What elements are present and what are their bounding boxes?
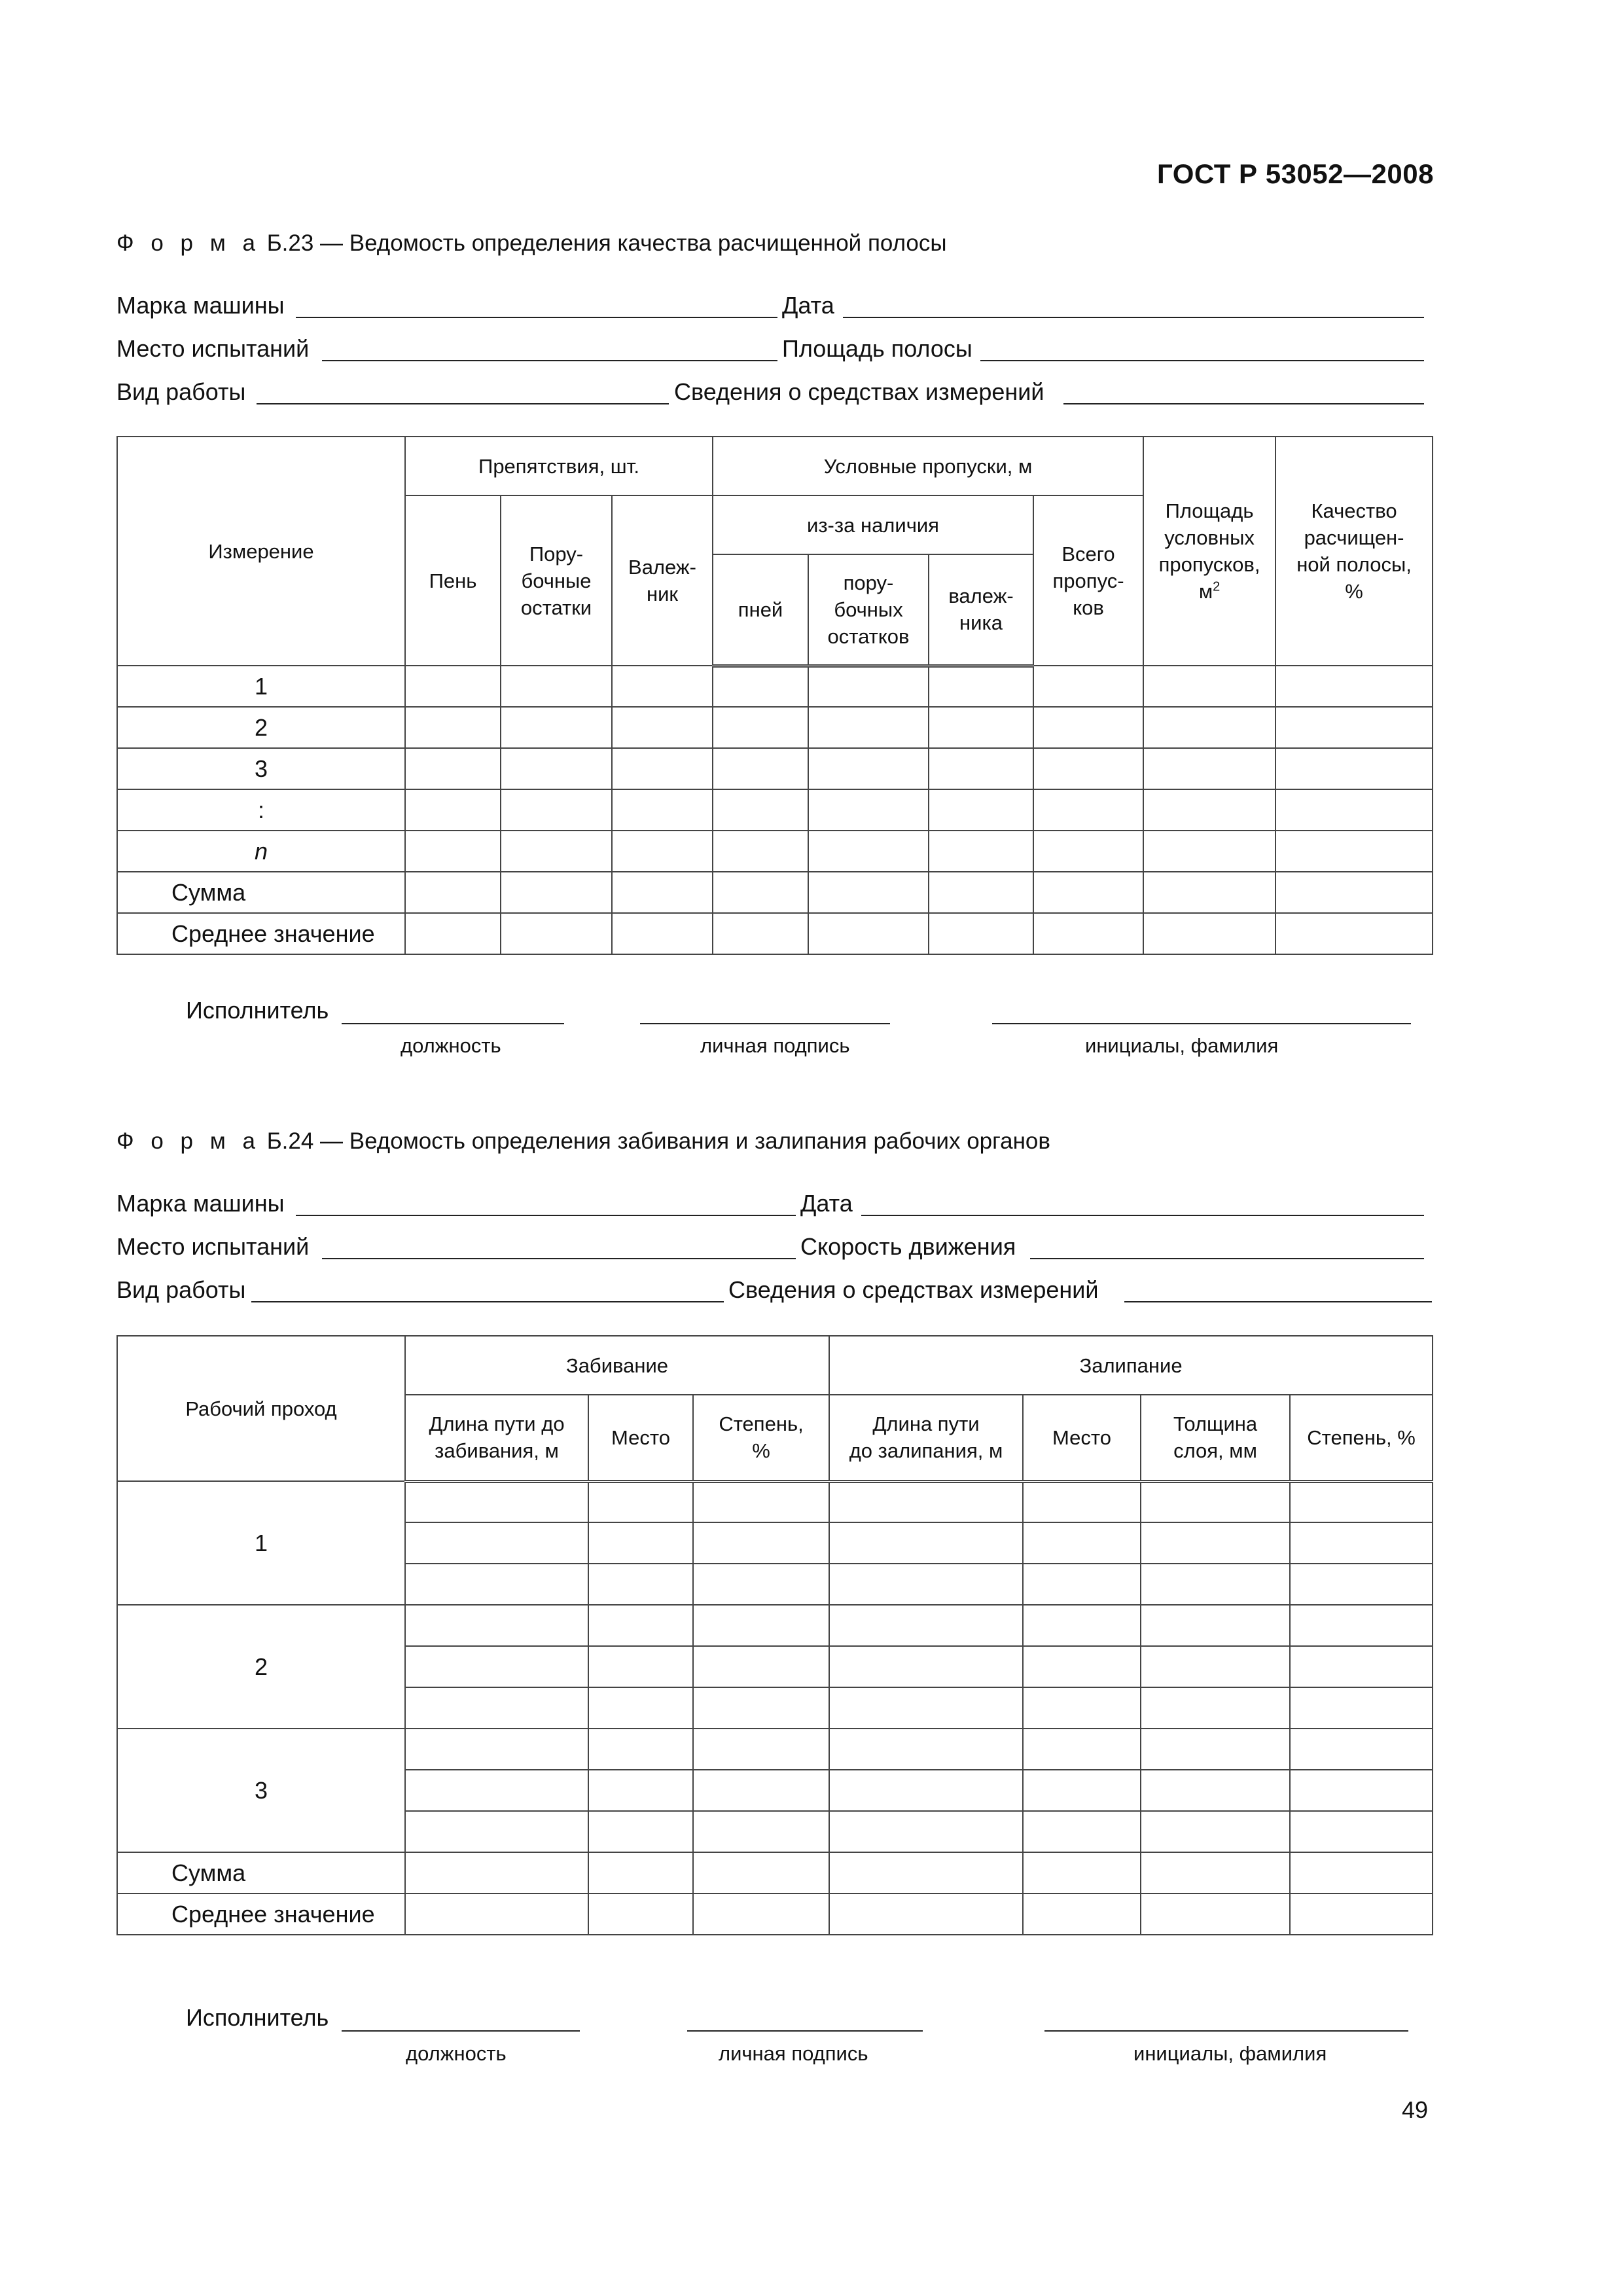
table-cell[interactable] <box>1023 1852 1141 1893</box>
table-cell[interactable] <box>929 666 1033 707</box>
table-cell[interactable] <box>808 666 929 707</box>
table-row <box>117 748 1433 789</box>
table-cell[interactable] <box>588 1729 693 1770</box>
col-header-stick-thickness <box>1141 1395 1290 1481</box>
form-b23-instruments-field[interactable] <box>1063 403 1424 404</box>
table-cell[interactable] <box>693 1687 829 1729</box>
form-b24-name-caption: инициалы, фамилия <box>1133 2042 1327 2065</box>
table-cell[interactable] <box>1023 1646 1141 1687</box>
table-cell[interactable] <box>1141 1687 1290 1729</box>
row-label: 3 <box>117 748 405 789</box>
table-cell[interactable] <box>588 1852 693 1893</box>
table-cell[interactable] <box>693 1564 829 1605</box>
table-cell[interactable] <box>1275 913 1433 954</box>
table-cell[interactable] <box>693 1770 829 1811</box>
col-header-due-to <box>713 495 1033 554</box>
table-cell[interactable] <box>501 789 612 831</box>
table-cell[interactable] <box>713 913 808 954</box>
pass-label: 2 <box>117 1605 405 1729</box>
form-b23-date-field[interactable] <box>843 317 1424 318</box>
form-b23-position-caption: должность <box>401 1034 501 1057</box>
table-cell[interactable] <box>829 1605 1023 1646</box>
form-b24-speed-label: Скорость движения <box>800 1233 1016 1260</box>
form-b24-signature-field[interactable] <box>687 2030 923 2032</box>
col-header-clog-degree-text: Степень, % <box>719 1412 804 1463</box>
form-b23-table <box>116 436 1433 955</box>
col-header-stick-length <box>829 1395 1023 1481</box>
col-header-measure-text: Измерение <box>208 539 314 563</box>
form-b23-area-field[interactable] <box>980 360 1424 361</box>
table-cell[interactable] <box>1275 831 1433 872</box>
table-cell[interactable] <box>612 913 713 954</box>
table-cell[interactable] <box>1143 789 1275 831</box>
col-header-area-gaps-text: Площадь условных пропусков, м <box>1158 499 1260 603</box>
form-b23-place-field[interactable] <box>322 360 777 361</box>
table-cell[interactable] <box>929 789 1033 831</box>
form-b23-place-label: Место испытаний <box>116 335 310 362</box>
table-cell[interactable] <box>1290 1605 1433 1646</box>
table-cell[interactable] <box>588 1522 693 1564</box>
table-cell[interactable] <box>1143 831 1275 872</box>
table-cell[interactable] <box>405 831 501 872</box>
form-b24-machine-label: Марка машины <box>116 1190 285 1217</box>
table-cell[interactable] <box>829 1564 1023 1605</box>
col-header-quality <box>1275 437 1433 666</box>
table-cell[interactable] <box>1275 707 1433 748</box>
col-header-clog-place-text: Место <box>611 1426 670 1449</box>
table-cell[interactable] <box>1141 1605 1290 1646</box>
table-cell[interactable] <box>501 666 612 707</box>
form-b24-instruments-field[interactable] <box>1124 1301 1432 1302</box>
table-cell[interactable] <box>405 1564 588 1605</box>
table-cell[interactable] <box>588 1646 693 1687</box>
table-cell[interactable] <box>1275 666 1433 707</box>
table-cell[interactable] <box>929 707 1033 748</box>
table-cell[interactable] <box>1290 1564 1433 1605</box>
table-cell[interactable] <box>929 872 1033 913</box>
table-cell[interactable] <box>405 666 501 707</box>
col-header-deadwood-gen-text: валеж- ника <box>948 584 1014 635</box>
row-label: : <box>117 789 405 831</box>
table-cell[interactable] <box>693 1605 829 1646</box>
table-cell[interactable] <box>1023 1522 1141 1564</box>
table-cell[interactable] <box>588 1481 693 1522</box>
form-b24-title-prefix: Ф о р м а <box>116 1128 260 1154</box>
col-header-gaps <box>713 437 1143 495</box>
table-cell[interactable] <box>405 748 501 789</box>
row-label: Сумма <box>117 872 405 913</box>
table-cell[interactable] <box>405 1522 588 1564</box>
form-b23-executor-label: Исполнитель <box>186 997 329 1024</box>
table-cell[interactable] <box>1023 1729 1141 1770</box>
row-label: 1 <box>117 666 405 707</box>
table-cell[interactable] <box>693 1522 829 1564</box>
table-cell[interactable] <box>1023 1893 1141 1935</box>
form-b24-place-field[interactable] <box>322 1258 796 1259</box>
row-label: Сумма <box>117 1852 405 1893</box>
table-cell[interactable] <box>1275 748 1433 789</box>
table-cell[interactable] <box>1141 1893 1290 1935</box>
table-cell[interactable] <box>405 1893 588 1935</box>
table-cell[interactable] <box>1290 1522 1433 1564</box>
table-cell[interactable] <box>501 707 612 748</box>
table-cell[interactable] <box>713 748 808 789</box>
col-header-sticking <box>829 1336 1433 1395</box>
table-cell[interactable] <box>1023 1564 1141 1605</box>
table-cell[interactable] <box>1141 1481 1290 1522</box>
table-cell[interactable] <box>1143 707 1275 748</box>
table-cell[interactable] <box>1023 1770 1141 1811</box>
col-header-deadwood-gen <box>929 554 1033 666</box>
form-b24-work-label: Вид работы <box>116 1276 246 1303</box>
col-header-stick-degree-text: Степень, % <box>1307 1426 1416 1449</box>
table-cell[interactable] <box>1141 1811 1290 1852</box>
form-b24-position-field[interactable] <box>342 2030 580 2032</box>
col-header-stick-length-text: Длина пути до залипания, м <box>849 1412 1003 1463</box>
table-row <box>117 1481 1433 1522</box>
col-header-clogging-text: Забивание <box>565 1354 669 1377</box>
table-cell[interactable] <box>693 1729 829 1770</box>
table-cell[interactable] <box>588 1893 693 1935</box>
form-b24-place-label: Место испытаний <box>116 1233 310 1260</box>
table-row <box>117 1893 1433 1935</box>
table-cell[interactable] <box>612 707 713 748</box>
table-cell[interactable] <box>405 1481 588 1522</box>
table-cell[interactable] <box>405 1605 588 1646</box>
table-cell[interactable] <box>612 748 713 789</box>
table-cell[interactable] <box>1033 913 1143 954</box>
form-b24-machine-field[interactable] <box>296 1215 796 1216</box>
table-cell[interactable] <box>501 913 612 954</box>
table-cell[interactable] <box>1143 666 1275 707</box>
table-cell[interactable] <box>612 789 713 831</box>
table-cell[interactable] <box>1023 1605 1141 1646</box>
table-cell[interactable] <box>1290 1770 1433 1811</box>
table-cell[interactable] <box>588 1605 693 1646</box>
form-b24-date-field[interactable] <box>861 1215 1424 1216</box>
table-cell[interactable] <box>713 789 808 831</box>
form-b23-signature-caption: личная подпись <box>700 1034 850 1057</box>
col-header-clog-length <box>405 1395 588 1481</box>
table-row <box>117 1852 1433 1893</box>
table-cell[interactable] <box>829 1522 1023 1564</box>
row-label: Среднее значение <box>117 913 405 954</box>
col-header-due-to-text: из-за наличия <box>807 513 939 537</box>
row-label: Среднее значение <box>117 1893 405 1935</box>
table-cell[interactable] <box>612 872 713 913</box>
form-b24-title-text: Б.24 — Ведомость определения забивания и залипания рабочих органов <box>260 1128 1050 1154</box>
col-header-quality-text: Качество расчищен- ной полосы, % <box>1296 499 1412 603</box>
col-header-obstacles-text: Препятствия, шт. <box>478 454 639 478</box>
pass-label: 3 <box>117 1729 405 1852</box>
form-b24-position-caption: должность <box>406 2042 507 2065</box>
col-header-stick-degree <box>1290 1395 1433 1481</box>
table-cell[interactable] <box>1141 1564 1290 1605</box>
table-cell[interactable] <box>612 831 713 872</box>
table-cell[interactable] <box>929 831 1033 872</box>
row-label: n <box>117 831 405 872</box>
table-cell[interactable] <box>588 1770 693 1811</box>
table-cell[interactable] <box>1290 1646 1433 1687</box>
table-cell[interactable] <box>1033 707 1143 748</box>
table-cell[interactable] <box>588 1564 693 1605</box>
table-cell[interactable] <box>405 1646 588 1687</box>
table-cell[interactable] <box>1143 872 1275 913</box>
table-cell[interactable] <box>829 1852 1023 1893</box>
table-cell[interactable] <box>829 1481 1023 1522</box>
table-row <box>117 666 1433 707</box>
table-cell[interactable] <box>1290 1481 1433 1522</box>
table-cell[interactable] <box>405 707 501 748</box>
table-cell[interactable] <box>405 1770 588 1811</box>
form-b23-position-field[interactable] <box>342 1023 564 1024</box>
table-cell[interactable] <box>1141 1852 1290 1893</box>
pass-label: 1 <box>117 1481 405 1605</box>
table-cell[interactable] <box>693 1646 829 1687</box>
col-header-stick-place-text: Место <box>1052 1426 1112 1449</box>
col-header-cut-residues-text: Пору- бочные остатки <box>520 542 592 619</box>
form-b24-table <box>116 1335 1433 1935</box>
col-header-deadwood <box>612 495 713 666</box>
form-b23-work-label: Вид работы <box>116 378 246 405</box>
table-cell[interactable] <box>929 748 1033 789</box>
table-cell[interactable] <box>1290 1811 1433 1852</box>
table-cell[interactable] <box>1141 1522 1290 1564</box>
table-cell[interactable] <box>1023 1481 1141 1522</box>
col-header-stump-text: Пень <box>429 569 477 592</box>
col-header-measure <box>117 437 405 666</box>
col-header-stick-place <box>1023 1395 1141 1481</box>
table-row <box>117 872 1433 913</box>
form-b24-signature-caption: личная подпись <box>719 2042 868 2065</box>
table-cell[interactable] <box>405 1729 588 1770</box>
col-header-deadwood-text: Валеж- ник <box>628 556 696 605</box>
table-cell[interactable] <box>808 789 929 831</box>
table-cell[interactable] <box>405 913 501 954</box>
form-b24-work-field[interactable] <box>251 1301 724 1302</box>
table-row <box>117 707 1433 748</box>
form-b24-instruments-label: Сведения о средствах измерений <box>728 1276 1099 1303</box>
table-cell[interactable] <box>588 1811 693 1852</box>
col-header-cut-residues <box>501 495 612 666</box>
table-cell[interactable] <box>1275 789 1433 831</box>
table-row <box>117 789 1433 831</box>
document-standard-number: ГОСТ Р 53052—2008 <box>1157 158 1434 189</box>
form-b23-name-field[interactable] <box>992 1023 1411 1024</box>
form-b24-date-label: Дата <box>800 1190 853 1217</box>
table-cell[interactable] <box>713 831 808 872</box>
table-cell[interactable] <box>713 707 808 748</box>
col-header-obstacles <box>405 437 713 495</box>
form-b23-area-label: Площадь полосы <box>782 335 972 362</box>
form-b23-name-caption: инициалы, фамилия <box>1085 1034 1279 1057</box>
form-b24-executor-label: Исполнитель <box>186 2004 329 2031</box>
table-row <box>117 1605 1433 1646</box>
table-cell[interactable] <box>612 666 713 707</box>
table-cell[interactable] <box>1023 1687 1141 1729</box>
form-b23-machine-label: Марка машины <box>116 292 285 319</box>
col-header-sticking-text: Залипание <box>1079 1354 1183 1377</box>
page-number: 49 <box>1402 2096 1429 2123</box>
col-header-gaps-text: Условные пропуски, м <box>823 454 1033 478</box>
table-cell[interactable] <box>405 789 501 831</box>
col-header-total-gaps-text: Всего пропус- ков <box>1052 542 1124 619</box>
table-cell[interactable] <box>713 872 808 913</box>
table-cell[interactable] <box>929 913 1033 954</box>
table-cell[interactable] <box>1033 748 1143 789</box>
table-row <box>117 831 1433 872</box>
table-cell[interactable] <box>808 872 929 913</box>
form-b23-instruments-label: Сведения о средствах измерений <box>674 378 1044 405</box>
table-cell[interactable] <box>1033 872 1143 913</box>
table-cell[interactable] <box>588 1687 693 1729</box>
row-label: 2 <box>117 707 405 748</box>
table-cell[interactable] <box>829 1687 1023 1729</box>
table-cell[interactable] <box>829 1893 1023 1935</box>
form-b24-title <box>116 1128 1050 1155</box>
table-cell[interactable] <box>405 1687 588 1729</box>
table-cell[interactable] <box>829 1811 1023 1852</box>
col-header-total-gaps <box>1033 495 1143 666</box>
table-cell[interactable] <box>1033 666 1143 707</box>
table-cell[interactable] <box>1033 789 1143 831</box>
col-header-stumps-gen-text: пней <box>738 598 783 621</box>
table-cell[interactable] <box>1141 1770 1290 1811</box>
table-cell[interactable] <box>501 748 612 789</box>
table-cell[interactable] <box>1290 1729 1433 1770</box>
table-cell[interactable] <box>1275 872 1433 913</box>
table-cell[interactable] <box>1290 1687 1433 1729</box>
col-header-clogging <box>405 1336 829 1395</box>
col-header-clog-length-text: Длина пути до забивания, м <box>429 1412 565 1463</box>
table-cell[interactable] <box>1141 1646 1290 1687</box>
col-header-stump <box>405 495 501 666</box>
table-cell[interactable] <box>808 748 929 789</box>
table-cell[interactable] <box>808 707 929 748</box>
table-cell[interactable] <box>405 1852 588 1893</box>
table-cell[interactable] <box>829 1770 1023 1811</box>
form-b23-signature-field[interactable] <box>640 1023 890 1024</box>
form-b24-name-field[interactable] <box>1044 2030 1408 2032</box>
table-cell[interactable] <box>1290 1893 1433 1935</box>
table-cell[interactable] <box>1141 1729 1290 1770</box>
table-cell[interactable] <box>693 1893 829 1935</box>
table-cell[interactable] <box>405 1811 588 1852</box>
col-header-area-gaps <box>1143 437 1275 666</box>
col-header-clog-place <box>588 1395 693 1481</box>
table-cell[interactable] <box>713 666 808 707</box>
col-header-clog-degree <box>693 1395 829 1481</box>
table-cell[interactable] <box>1033 831 1143 872</box>
form-b23-title <box>116 230 947 257</box>
table-cell[interactable] <box>693 1481 829 1522</box>
col-header-stick-thickness-text: Толщина слоя, мм <box>1173 1412 1258 1463</box>
table-cell[interactable] <box>1143 913 1275 954</box>
col-header-cut-residues-gen <box>808 554 929 666</box>
form-b23-machine-field[interactable] <box>296 317 777 318</box>
table-cell[interactable] <box>501 831 612 872</box>
table-row <box>117 913 1433 954</box>
table-cell[interactable] <box>1143 748 1275 789</box>
table-cell[interactable] <box>808 831 929 872</box>
table-cell[interactable] <box>405 872 501 913</box>
col-header-area-gaps-unit-sup: 2 <box>1213 579 1221 594</box>
table-cell[interactable] <box>693 1852 829 1893</box>
table-cell[interactable] <box>829 1646 1023 1687</box>
col-header-pass-text: Рабочий проход <box>185 1397 337 1420</box>
table-row <box>117 1729 1433 1770</box>
table-cell[interactable] <box>1290 1852 1433 1893</box>
table-cell[interactable] <box>693 1811 829 1852</box>
table-cell[interactable] <box>829 1729 1023 1770</box>
form-b23-date-label: Дата <box>782 292 834 319</box>
col-header-cut-residues-gen-text: пору- бочных остатков <box>827 571 910 648</box>
table-cell[interactable] <box>808 913 929 954</box>
col-header-pass <box>117 1336 405 1481</box>
form-b23-work-field[interactable] <box>257 403 669 404</box>
col-header-stumps-gen <box>713 554 808 666</box>
table-cell[interactable] <box>501 872 612 913</box>
form-b23-title-prefix: Ф о р м а <box>116 230 260 256</box>
table-cell[interactable] <box>1023 1811 1141 1852</box>
form-b23-title-text: Б.23 — Ведомость определения качества расчищенной полосы <box>260 230 947 256</box>
form-b24-speed-field[interactable] <box>1030 1258 1424 1259</box>
